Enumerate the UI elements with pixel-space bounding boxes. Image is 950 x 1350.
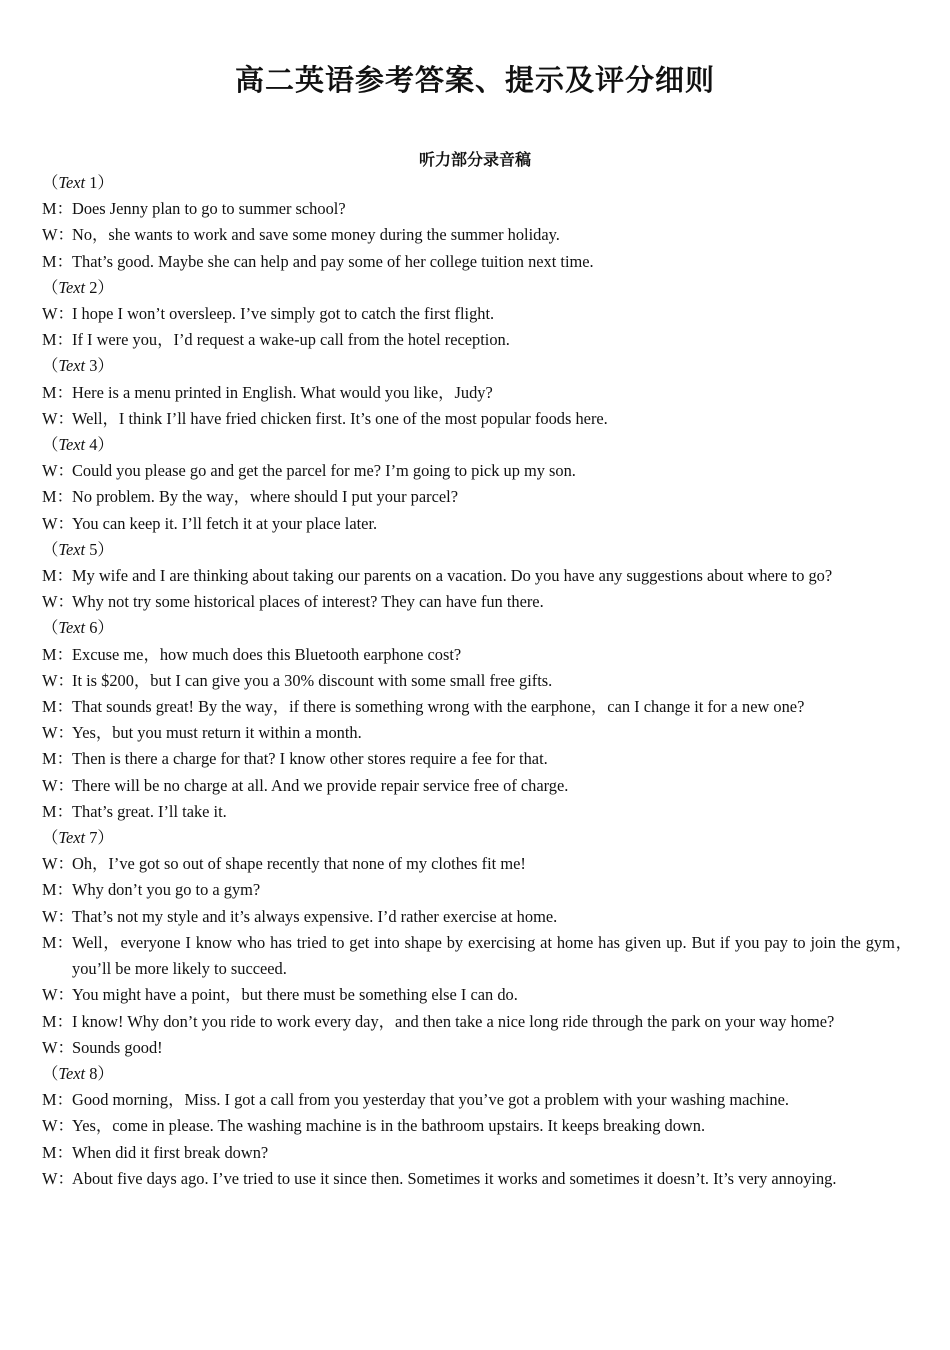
text-section-label bbox=[42, 615, 912, 641]
dialogue-line bbox=[42, 222, 912, 248]
speaker-label: M： bbox=[42, 382, 73, 402]
speaker-label: W： bbox=[42, 461, 74, 481]
speaker-label: W： bbox=[42, 408, 74, 428]
speaker-label: W： bbox=[42, 304, 74, 324]
speaker-label: W： bbox=[42, 1116, 74, 1136]
dialogue-line bbox=[42, 301, 912, 327]
text-section-label bbox=[42, 825, 912, 851]
section-label-text: （Text 1） bbox=[42, 173, 114, 192]
dialogue-line bbox=[42, 1087, 912, 1113]
text-section-label bbox=[42, 432, 912, 458]
dialogue-line bbox=[42, 720, 912, 746]
speaker-label: W： bbox=[42, 723, 74, 743]
dialogue-text: That sounds great! By the way，if there is something wrong with the earphone，can I change it for a new one? bbox=[72, 697, 805, 717]
dialogue-line bbox=[42, 930, 912, 982]
section-subtitle: 听力部分录音稿 bbox=[418, 150, 531, 169]
dialogue-line bbox=[42, 904, 912, 930]
section-label-text: （Text 8） bbox=[42, 1063, 114, 1083]
section-label-text: （Text 2） bbox=[42, 277, 114, 297]
dialogue-line bbox=[42, 851, 912, 877]
dialogue-line bbox=[42, 668, 912, 694]
dialogue-text: Sounds good! bbox=[72, 1037, 163, 1057]
dialogue-line bbox=[42, 1113, 912, 1139]
dialogue-line bbox=[42, 694, 912, 720]
dialogue-line bbox=[42, 327, 912, 353]
dialogue-text: That’s not my style and it’s always expensive. I’d rather exercise at home. bbox=[72, 906, 558, 926]
speaker-label: M： bbox=[42, 880, 73, 900]
speaker-label: W： bbox=[42, 906, 74, 926]
speaker-label: W： bbox=[42, 854, 74, 874]
dialogue-text: About five days ago. I’ve tried to use it since then. Sometimes it works and sometimes it doesn’t. It’s very annoying. bbox=[72, 1168, 837, 1188]
dialogue-line bbox=[42, 563, 912, 589]
speaker-label: M： bbox=[42, 566, 73, 586]
speaker-label: W： bbox=[42, 592, 74, 612]
speaker-label: W： bbox=[42, 1168, 74, 1188]
dialogue-text: I hope I won’t oversleep. I’ve simply got to catch the first flight. bbox=[72, 304, 495, 324]
text-section-label bbox=[42, 275, 912, 301]
speaker-label: M： bbox=[42, 749, 73, 769]
dialogue-line bbox=[42, 511, 912, 537]
speaker-label: M： bbox=[42, 1011, 73, 1031]
dialogue-text: Why don’t you go to a gym? bbox=[72, 880, 261, 900]
dialogue-text: That’s great. I’ll take it. bbox=[72, 801, 227, 821]
document-title: 高二英语参考答案、提示及评分细则 bbox=[234, 63, 715, 97]
text-section-label bbox=[42, 1061, 912, 1087]
section-label-text: （Text 4） bbox=[42, 435, 114, 455]
dialogue-line bbox=[42, 589, 912, 615]
dialogue-text: You can keep it. I’ll fetch it at your place later. bbox=[72, 513, 378, 533]
speaker-label: M： bbox=[42, 644, 73, 664]
dialogue-line bbox=[42, 196, 912, 222]
dialogue-line bbox=[42, 1166, 912, 1192]
dialogue-text: No problem. By the way，where should I put your parcel? bbox=[72, 487, 458, 507]
dialogue-text: If I were you，I’d request a wake-up call from the hotel reception. bbox=[72, 330, 510, 350]
speaker-label: W： bbox=[42, 985, 74, 1005]
dialogue-text: I know! Why don’t you ride to work every day，and then take a nice long ride through the park on your way home? bbox=[72, 1011, 835, 1031]
dialogue-text: No，she wants to work and save some money during the summer holiday. bbox=[72, 225, 560, 245]
speaker-label: W： bbox=[42, 775, 74, 795]
text-section-label bbox=[42, 353, 912, 379]
speaker-label: W： bbox=[42, 670, 74, 690]
dialogue-text: Yes，but you must return it within a month. bbox=[72, 723, 362, 743]
dialogue-text: Why not try some historical places of interest? They can have fun there. bbox=[72, 592, 544, 612]
dialogue-line bbox=[42, 1009, 912, 1035]
dialogue-text: Does Jenny plan to go to summer school? bbox=[72, 199, 346, 219]
speaker-label: W： bbox=[42, 225, 74, 245]
dialogue-line bbox=[42, 799, 912, 825]
dialogue-text: Excuse me，how much does this Bluetooth earphone cost? bbox=[72, 644, 462, 664]
dialogue-line bbox=[42, 1140, 912, 1166]
dialogue-text: Well，everyone I know who has tried to get into shape by exercising at home has given up. But if you pay to join the gym，you’ll be more likely to succeed. bbox=[72, 932, 912, 979]
speaker-label: W： bbox=[42, 1037, 74, 1057]
dialogue-line bbox=[42, 249, 912, 275]
speaker-label: M： bbox=[42, 1090, 73, 1110]
dialogue-text: Good morning，Miss. I got a call from you yesterday that you’ve got a problem with your washing machine. bbox=[72, 1090, 789, 1110]
dialogue-text: Oh，I’ve got so out of shape recently that none of my clothes fit me! bbox=[72, 854, 526, 874]
dialogue-line bbox=[42, 982, 912, 1008]
dialogue-text: Could you please go and get the parcel for me? I’m going to pick up my son. bbox=[72, 461, 576, 481]
speaker-label: M： bbox=[42, 330, 73, 350]
speaker-label: W： bbox=[42, 513, 74, 533]
dialogue-line bbox=[42, 458, 912, 484]
speaker-label: M： bbox=[42, 801, 73, 821]
text-section-label bbox=[42, 537, 912, 563]
dialogue-text: My wife and I are thinking about taking our parents on a vacation. Do you have any suggestions about where to go? bbox=[72, 566, 833, 586]
speaker-label: M： bbox=[42, 487, 73, 507]
dialogue-line bbox=[42, 484, 912, 510]
dialogue-line bbox=[42, 380, 912, 406]
dialogue-line bbox=[42, 642, 912, 668]
speaker-label: M： bbox=[42, 1142, 73, 1162]
dialogue-text: There will be no charge at all. And we provide repair service free of charge. bbox=[72, 775, 569, 795]
speaker-label: M： bbox=[42, 697, 73, 717]
section-label-text: （Text 5） bbox=[42, 539, 114, 559]
section-label-text: （Text 7） bbox=[42, 828, 114, 848]
dialogue-line bbox=[42, 877, 912, 903]
dialogue-text: Then is there a charge for that? I know other stores require a fee for that. bbox=[72, 749, 548, 769]
dialogue-line bbox=[42, 406, 912, 432]
dialogue-text: You might have a point，but there must be something else I can do. bbox=[72, 985, 518, 1005]
dialogue-text: It is $200，but I can give you a 30% discount with some small free gifts. bbox=[72, 670, 553, 690]
dialogue-text: Well，I think I’ll have fried chicken first. It’s one of the most popular foods here. bbox=[72, 408, 608, 428]
dialogue-text: When did it first break down? bbox=[72, 1142, 269, 1162]
dialogue-text: That’s good. Maybe she can help and pay some of her college tuition next time. bbox=[72, 251, 594, 271]
text-section-label bbox=[42, 170, 912, 196]
dialogue-line bbox=[42, 1035, 912, 1061]
dialogue-line bbox=[42, 746, 912, 772]
section-label-text: （Text 6） bbox=[42, 618, 114, 638]
speaker-label: M： bbox=[42, 199, 73, 219]
speaker-label: M： bbox=[42, 932, 73, 952]
listening-transcript bbox=[42, 170, 912, 1192]
dialogue-line bbox=[42, 773, 912, 799]
speaker-label: M： bbox=[42, 251, 73, 271]
dialogue-text: Here is a menu printed in English. What would you like，Judy? bbox=[72, 382, 493, 402]
dialogue-text: Yes，come in please. The washing machine is in the bathroom upstairs. It keeps breaking down. bbox=[72, 1116, 706, 1136]
section-label-text: （Text 3） bbox=[42, 356, 114, 376]
